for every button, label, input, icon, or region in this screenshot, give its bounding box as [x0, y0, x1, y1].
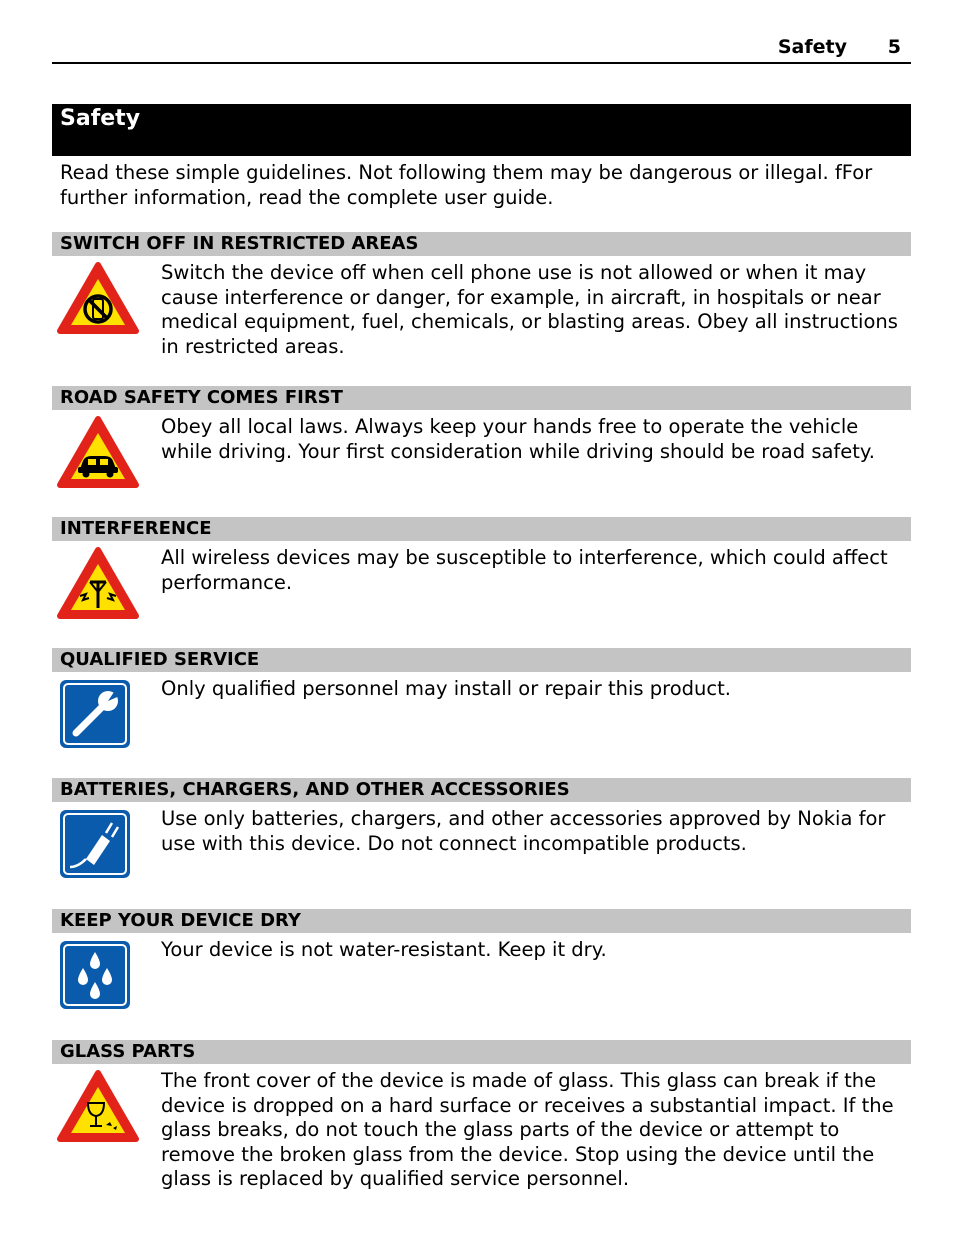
wrench-icon — [56, 677, 140, 751]
section-heading: INTERFERENCE — [52, 517, 911, 541]
section-heading: BATTERIES, CHARGERS, AND OTHER ACCESSORIES — [52, 778, 911, 802]
car-warning-icon — [56, 415, 140, 489]
section-text: The front cover of the device is made of glass. This glass can break if the device is dropped on a hard surface or receives a substantial impact. If the glass breaks, do not touch the glass parts of the device or attempt to remove the broken glass from the device. Stop using the device until the glass is replaced by qualified service personnel. — [161, 1069, 894, 1191]
intro-text: Read these simple guidelines. Not following them may be dangerous or illegal. fFor further information, read the complete user guide. — [60, 161, 873, 209]
charger-plug-icon — [56, 807, 140, 881]
section-heading: GLASS PARTS — [52, 1040, 911, 1064]
broken-glass-warning-icon — [56, 1069, 140, 1143]
section-text: All wireless devices may be susceptible to interference, which could affect performance. — [161, 546, 888, 594]
interference-warning-icon — [56, 546, 140, 620]
section-text: Obey all local laws. Always keep your hands free to operate the vehicle while driving. Your first consideration while driving should be road safety. — [161, 415, 875, 463]
section-heading: ROAD SAFETY COMES FIRST — [52, 386, 911, 410]
section-heading: SWITCH OFF IN RESTRICTED AREAS — [52, 232, 911, 256]
section-text: Use only batteries, chargers, and other accessories approved by Nokia for use with this device. Do not connect incompatible products. — [161, 807, 886, 855]
section-heading: QUALIFIED SERVICE — [52, 648, 911, 672]
page-number: 5 — [887, 36, 901, 58]
running-head-title: Safety — [777, 36, 847, 58]
section-text: Switch the device off when cell phone use is not allowed or when it may cause interference or danger, for example, in aircraft, in hospitals or near medical equipment, fuel, chemicals, or blasting areas. Obey all instructions in restricted areas. — [161, 261, 898, 358]
water-drops-icon — [56, 938, 140, 1012]
section-text: Only qualified personnel may install or repair this product. — [161, 677, 731, 700]
section-text: Your device is not water-resistant. Keep it dry. — [161, 938, 607, 961]
page-title: Safety — [52, 104, 911, 156]
no-phone-warning-icon — [56, 261, 140, 335]
section-heading: KEEP YOUR DEVICE DRY — [52, 909, 911, 933]
running-head — [52, 34, 911, 64]
